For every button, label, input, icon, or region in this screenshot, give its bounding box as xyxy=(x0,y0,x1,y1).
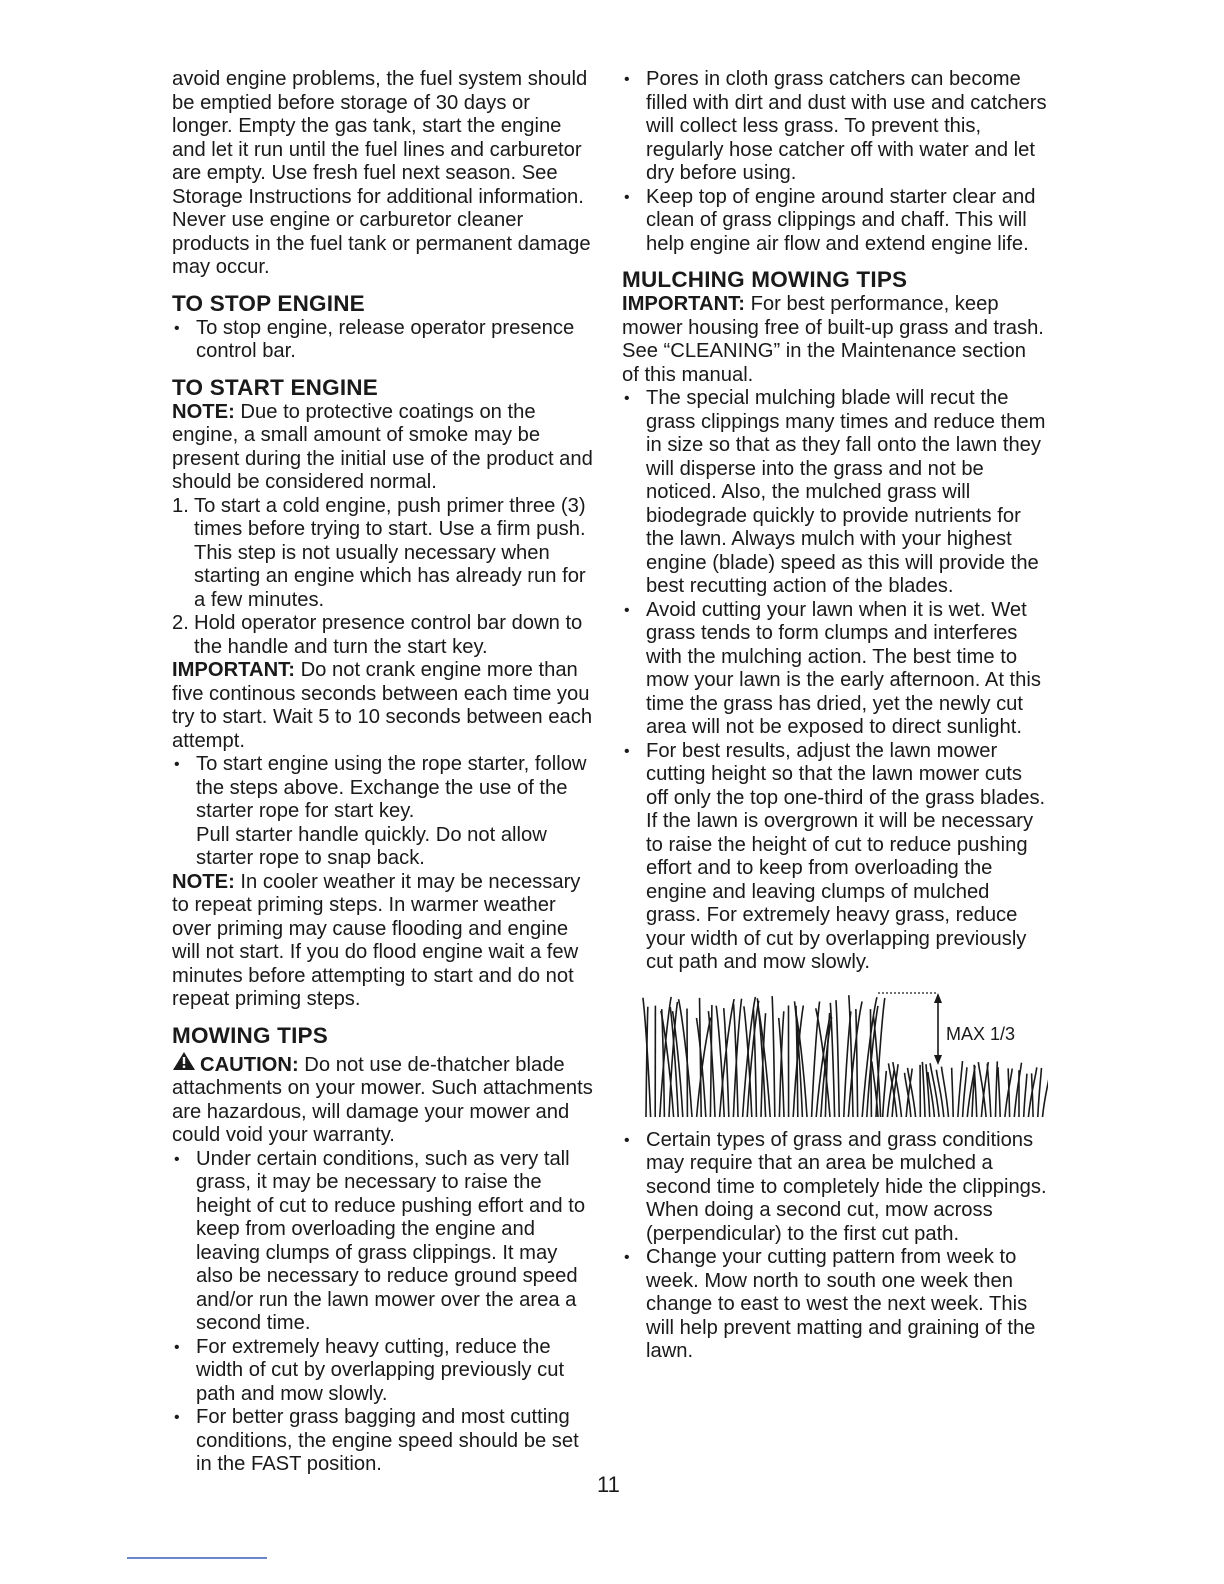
list-item: • The special mulching blade will recut the grass clippings many times and reduce them in size so that as they fall onto the lawn they will disperse into the grass and not be noticed. Also, the mulched grass will biodegrade quickly to provide nutrients for the lawn. Always mulch with your highest engine (blade) speed as this will provide the best recutting action of the blades. xyxy=(622,387,1048,599)
list-item: • Certain types of grass and grass conditions may require that an area be mulched a second time to completely hide the clippings. When doing a second cut, mow across (perpendicular) to the first cut path. xyxy=(622,1129,1048,1247)
list-item: • For better grass bagging and most cutting conditions, the engine speed should be set in the FAST position. xyxy=(172,1406,596,1477)
step-number: 2. xyxy=(172,612,189,634)
max-cut-label: MAX 1/3 xyxy=(946,1023,1016,1044)
list-item xyxy=(172,753,596,871)
mowing-tips-heading: MOWING TIPS xyxy=(172,1022,328,1048)
important-paragraph xyxy=(172,659,596,753)
cutting-pattern-list xyxy=(622,1129,1048,1364)
step-text: Hold operator presence control bar down to the handle and turn the start key. xyxy=(194,612,583,658)
priming-note xyxy=(172,871,596,1012)
caution-label: CAUTION: xyxy=(200,1053,299,1076)
important-label: IMPORTANT: xyxy=(172,659,295,681)
grass-drawing xyxy=(638,989,1048,1119)
arrow-up-icon xyxy=(934,993,942,1003)
mowing-tips-list xyxy=(172,1148,596,1477)
right-column xyxy=(622,68,1048,1364)
caution-text: Do not use de-thatcher blade attachments on your mower. Such attachments are hazardous, will damage your mower and could void your warranty. xyxy=(172,1053,593,1146)
list-item: • Pores in cloth grass catchers can become filled with dirt and dust with use and catchers will collect less grass. To prevent this, regularly hose catcher off with water and let dry before using. xyxy=(622,68,1048,186)
warning-triangle-icon xyxy=(172,1051,196,1071)
important-text: For best performance, keep mower housing free of built-up grass and trash. See “CLEANING” in the Maintenance section of this manual. xyxy=(622,293,1044,386)
important-paragraph xyxy=(622,293,1048,387)
list-item: • Under certain conditions, such as very tall grass, it may be necessary to raise the height of cut to reduce pushing effort and to keep from overloading the engine and leaving clumps of grass clippings. It may also be necessary to reduce ground speed and/or run the lawn mower over the area a second time. xyxy=(172,1148,596,1336)
note-label: NOTE: xyxy=(172,870,235,893)
step-number: 1. xyxy=(172,494,189,517)
rope-start-list xyxy=(172,753,596,871)
caution-paragraph xyxy=(172,1049,596,1148)
list-item: • Keep top of engine around starter clear and clean of grass clippings and chaff. This will help engine air flow and extend engine life. xyxy=(622,186,1048,257)
grass-blades xyxy=(643,995,1048,1117)
arrow-down-icon xyxy=(934,1055,942,1065)
note-text: Due to protective coatings on the engine, a small amount of smoke may be present during the initial use of the product and should be considered normal. xyxy=(172,400,593,493)
note-label: NOTE: xyxy=(172,400,235,423)
start-steps-list xyxy=(172,495,596,660)
important-text: Do not crank engine more than five continous seconds between each time you try to start. Wait 5 to 10 seconds between each attempt. xyxy=(172,659,593,752)
important-label: IMPORTANT: xyxy=(622,293,745,315)
rope-text-1: To start engine using the rope starter, follow the steps above. Exchange the use of the starter rope for start key. xyxy=(196,753,587,822)
stop-engine-heading: TO STOP ENGINE xyxy=(172,290,365,316)
footer-divider xyxy=(127,1557,267,1559)
page-number: 11 xyxy=(597,1472,620,1497)
start-engine-heading: TO START ENGINE xyxy=(172,374,378,400)
stop-engine-list xyxy=(172,317,596,364)
rope-text-2: Pull starter handle quickly. Do not allow starter rope to snap back. xyxy=(196,823,547,869)
intro-paragraph: avoid engine problems, the fuel system should be emptied before storage of 30 days or longer. Empty the gas tank, start the engine and let it run until the fuel lines and carburetor are empty. Use fresh fuel next season. See Storage Instructions for additional information. Never use engine or carburetor cleaner products in the fuel tank or permanent damage may occur. xyxy=(172,68,591,278)
step-text: To start a cold engine, push primer three (3) times before trying to start. Use a firm push. This step is not usually necessary when starting an engine which has already run for a few minutes. xyxy=(194,494,586,611)
step-item xyxy=(172,612,596,659)
list-item: • To stop engine, release operator presence control bar. xyxy=(172,317,596,364)
start-note xyxy=(172,401,596,495)
left-column xyxy=(172,68,596,1477)
mulching-tips-list xyxy=(622,387,1048,975)
note-text: In cooler weather it may be necessary to repeat priming steps. In warmer weather over priming may cause flooding and engine will not start. If you do flood engine wait a few minutes before attempting to start and do not repeat priming steps. xyxy=(172,870,581,1010)
list-item: • Avoid cutting your lawn when it is wet. Wet grass tends to form clumps and interferes with the mulching action. The best time to mow your lawn is the early afternoon. At this time the grass has dried, yet the newly cut area will not be exposed to direct sunlight. xyxy=(622,599,1048,740)
list-item: • For extremely heavy cutting, reduce the width of cut by overlapping previously cut path and mow slowly. xyxy=(172,1336,596,1407)
mulching-tips-heading: MULCHING MOWING TIPS xyxy=(622,267,908,292)
list-item: • For best results, adjust the lawn mower cutting height so that the lawn mower cuts off only the top one-third of the grass blades. If the lawn is overgrown it will be necessary to raise the height of cut to reduce pushing effort and to keep from overloading the engine and leaving clumps of mulched grass. For extremely heavy grass, reduce your width of cut by overlapping previously cut path and mow slowly. xyxy=(622,740,1048,975)
catcher-tips-list xyxy=(622,68,1048,256)
list-item: • Change your cutting pattern from week to week. Mow north to south one week then change to east to west the next week. This will help prevent matting and graining of the lawn. xyxy=(622,1246,1048,1364)
grass-height-illustration xyxy=(638,989,1048,1119)
step-item xyxy=(172,495,596,613)
